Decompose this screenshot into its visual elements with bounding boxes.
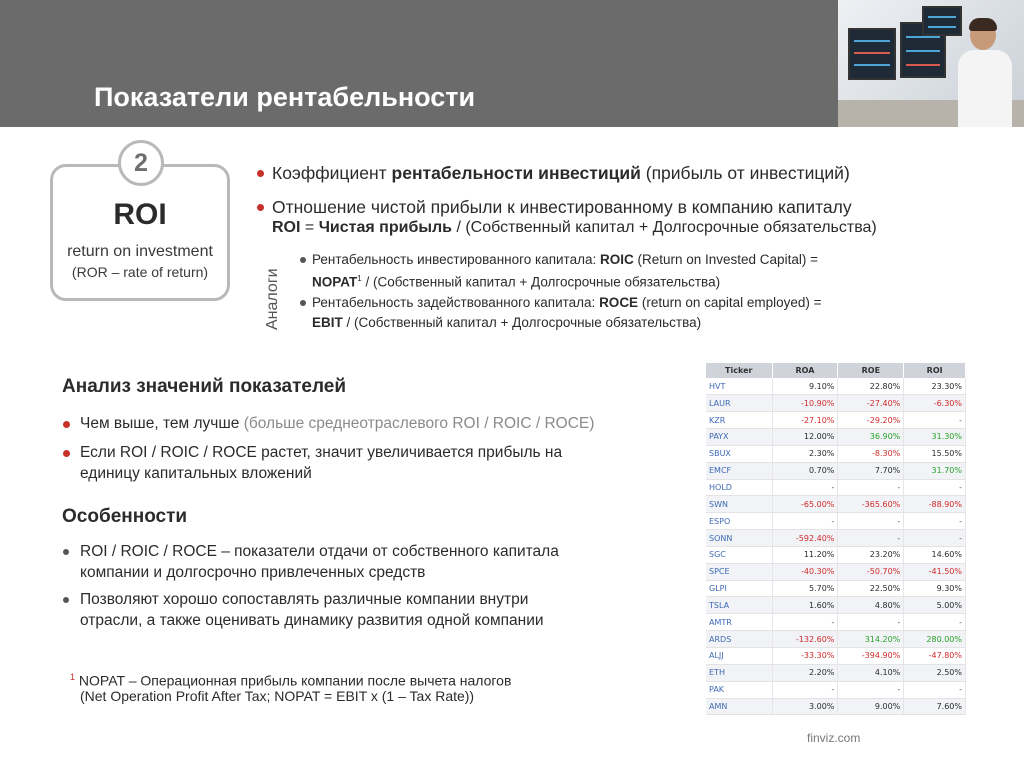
table-cell: 5.00% (904, 597, 966, 614)
table-cell: 3.00% (772, 698, 838, 715)
features-bullet-2-cont: отрасли, а также оценивать динамику развития одной компании (80, 612, 544, 629)
bullet-icon (300, 257, 306, 263)
table-cell: 5.70% (772, 580, 838, 597)
roi-title: ROI (113, 198, 167, 231)
footnote-line-2: (Net Operation Profit After Tax; NOPAT = EBIT x (1 – Tax Rate)) (80, 688, 475, 704)
table-row (706, 681, 966, 698)
roi-formula: ROI = Чистая прибыль / (Собственный капитал + Долгосрочные обязательства) (272, 219, 877, 236)
page-title: Показатели рентабельности (94, 82, 476, 112)
table-cell: -132.60% (772, 631, 838, 648)
column-header-roa[interactable]: ROA (772, 363, 838, 378)
table-cell: 9.30% (904, 580, 966, 597)
features-bullet-2: Позволяют хорошо сопоставлять различные компании внутри (80, 591, 529, 608)
ticker-link[interactable]: ETH (706, 664, 772, 681)
finviz-table (706, 363, 966, 715)
table-cell: - (838, 513, 904, 530)
table-row (706, 462, 966, 479)
table-row (706, 513, 966, 530)
table-row (706, 563, 966, 580)
table-cell: - (904, 681, 966, 698)
ticker-link[interactable]: AMN (706, 698, 772, 715)
table-row (706, 479, 966, 496)
table-cell: - (838, 681, 904, 698)
table-cell: - (772, 513, 838, 530)
ticker-link[interactable]: SBUX (706, 445, 772, 462)
table-row (706, 412, 966, 429)
table-cell: 7.60% (904, 698, 966, 715)
table-cell: -29.20% (838, 412, 904, 429)
slide-header (0, 0, 1024, 127)
table-cell: -10.90% (772, 395, 838, 412)
table-cell: 36.90% (838, 429, 904, 446)
table-cell: - (904, 614, 966, 631)
analysis-title: Анализ значений показателей (62, 376, 347, 397)
ticker-link[interactable]: PAYX (706, 429, 772, 446)
table-cell: 31.70% (904, 462, 966, 479)
analysis-bullet-2: Если ROI / ROIC / ROCE растет, значит увеличивается прибыль на (80, 444, 563, 461)
table-cell: -88.90% (904, 496, 966, 513)
table-cell: 314.20% (838, 631, 904, 648)
table-cell: 9.00% (838, 698, 904, 715)
table-cell: -65.00% (772, 496, 838, 513)
roic-line-1: Рентабельность инвестированного капитала: ROIC (Return on Invested Capital) = (312, 252, 818, 267)
bullet-icon (63, 421, 70, 428)
table-cell: 2.20% (772, 664, 838, 681)
ticker-link[interactable]: SGC (706, 546, 772, 563)
ticker-link[interactable]: EMCF (706, 462, 772, 479)
table-cell: 31.30% (904, 429, 966, 446)
table-cell: - (904, 412, 966, 429)
features-bullet-1-cont: компании и долгосрочно привлеченных средств (80, 564, 426, 581)
table-cell: -33.30% (772, 648, 838, 665)
table-cell: 4.80% (838, 597, 904, 614)
table-cell: 2.50% (904, 664, 966, 681)
source-label: finviz.com (807, 731, 861, 745)
bullet-icon (63, 597, 69, 603)
table-cell: 22.80% (838, 378, 904, 395)
table-cell: - (772, 614, 838, 631)
table-row (706, 530, 966, 547)
ticker-link[interactable]: GLPI (706, 580, 772, 597)
table-cell: -27.40% (838, 395, 904, 412)
table-cell: -394.90% (838, 648, 904, 665)
table-cell: -27.10% (772, 412, 838, 429)
column-header-roe[interactable]: ROE (838, 363, 904, 378)
header-photo (838, 0, 1024, 127)
table-cell: 12.00% (772, 429, 838, 446)
features-bullet-1: ROI / ROIC / ROCE – показатели отдачи от собственного капитала (80, 543, 559, 560)
table-cell: -592.40% (772, 530, 838, 547)
roi-number-badge: 2 (118, 140, 164, 186)
table-cell: - (772, 479, 838, 496)
person-at-desk (958, 20, 1008, 127)
ticker-link[interactable]: ARDS (706, 631, 772, 648)
table-cell: - (904, 530, 966, 547)
table-row (706, 378, 966, 395)
table-cell: 14.60% (904, 546, 966, 563)
bullet-icon (300, 300, 306, 306)
definition-bullet-2: Отношение чистой прибыли к инвестированному в компанию капиталу (272, 197, 852, 217)
ticker-link[interactable]: AMTR (706, 614, 772, 631)
table-row (706, 664, 966, 681)
analogs-label: Аналоги (264, 268, 281, 330)
footnote-line-1: $^1$ NOPAT – Операционная прибыль компании после вычета налогов (70, 672, 512, 689)
table-cell: - (904, 513, 966, 530)
table-cell: -6.30% (904, 395, 966, 412)
table-cell: 23.20% (838, 546, 904, 563)
table-cell: 1.60% (772, 597, 838, 614)
analysis-bullet-1: Чем выше, тем лучше (больше среднеотраслевого ROI / ROIC / ROCE) (80, 415, 595, 432)
table-cell: -40.30% (772, 563, 838, 580)
roce-line-2: EBIT / (Собственный капитал + Долгосрочные обязательства) (312, 315, 702, 330)
column-header-roi[interactable]: ROI (904, 363, 966, 378)
definition-bullet-1: Коэффициент рентабельности инвестиций (прибыль от инвестиций) (272, 163, 850, 183)
table-row (706, 597, 966, 614)
table-row (706, 546, 966, 563)
column-header-ticker[interactable]: Ticker (706, 363, 772, 378)
roce-line-1: Рентабельность задействованного капитала: ROCE (return on capital employed) = (312, 295, 822, 310)
bullet-icon (63, 450, 70, 457)
table-row (706, 445, 966, 462)
roi-subtitle: return on investment (67, 243, 213, 260)
table-cell: 11.20% (772, 546, 838, 563)
table-cell: 15.50% (904, 445, 966, 462)
table-row (706, 580, 966, 597)
bullet-icon (63, 549, 69, 555)
ticker-link[interactable]: SONN (706, 530, 772, 547)
table-cell: 2.30% (772, 445, 838, 462)
table-row (706, 429, 966, 446)
ticker-link[interactable]: SWN (706, 496, 772, 513)
analysis-bullet-2-cont: единицу капитальных вложений (80, 465, 312, 482)
ticker-link[interactable]: HOLD (706, 479, 772, 496)
roic-line-2: NOPAT$^1$ / (Собственный капитал + Долгосрочные обязательства) (312, 274, 721, 290)
features-title: Особенности (62, 506, 188, 527)
table-cell: 280.00% (904, 631, 966, 648)
table-cell: 23.30% (904, 378, 966, 395)
table-cell: -8.30% (838, 445, 904, 462)
bullet-icon (257, 170, 264, 177)
ticker-link[interactable]: ESPO (706, 513, 772, 530)
table-cell: 7.70% (838, 462, 904, 479)
table-cell: -50.70% (838, 563, 904, 580)
table-row (706, 496, 966, 513)
ticker-link[interactable]: ALJJ (706, 648, 772, 665)
ticker-link[interactable]: LAUR (706, 395, 772, 412)
table-cell: - (904, 479, 966, 496)
table-cell: - (838, 479, 904, 496)
table-row (706, 631, 966, 648)
ticker-link[interactable]: PAK (706, 681, 772, 698)
table-cell: 0.70% (772, 462, 838, 479)
ticker-link[interactable]: TSLA (706, 597, 772, 614)
table-cell: 4.10% (838, 664, 904, 681)
ticker-link[interactable]: SPCE (706, 563, 772, 580)
table-row (706, 648, 966, 665)
table-cell: 22.50% (838, 580, 904, 597)
roi-subtitle-alt: (ROR – rate of return) (71, 264, 209, 280)
table-cell: - (838, 614, 904, 631)
table-row (706, 698, 966, 715)
table-cell: - (772, 681, 838, 698)
table-cell: 9.10% (772, 378, 838, 395)
table-cell: -365.60% (838, 496, 904, 513)
table-cell: -41.50% (904, 563, 966, 580)
ticker-link[interactable]: HVT (706, 378, 772, 395)
table-cell: - (838, 530, 904, 547)
table-row (706, 395, 966, 412)
bullet-icon (257, 204, 264, 211)
ticker-link[interactable]: KZR (706, 412, 772, 429)
table-row (706, 614, 966, 631)
table-cell: -47.80% (904, 648, 966, 665)
